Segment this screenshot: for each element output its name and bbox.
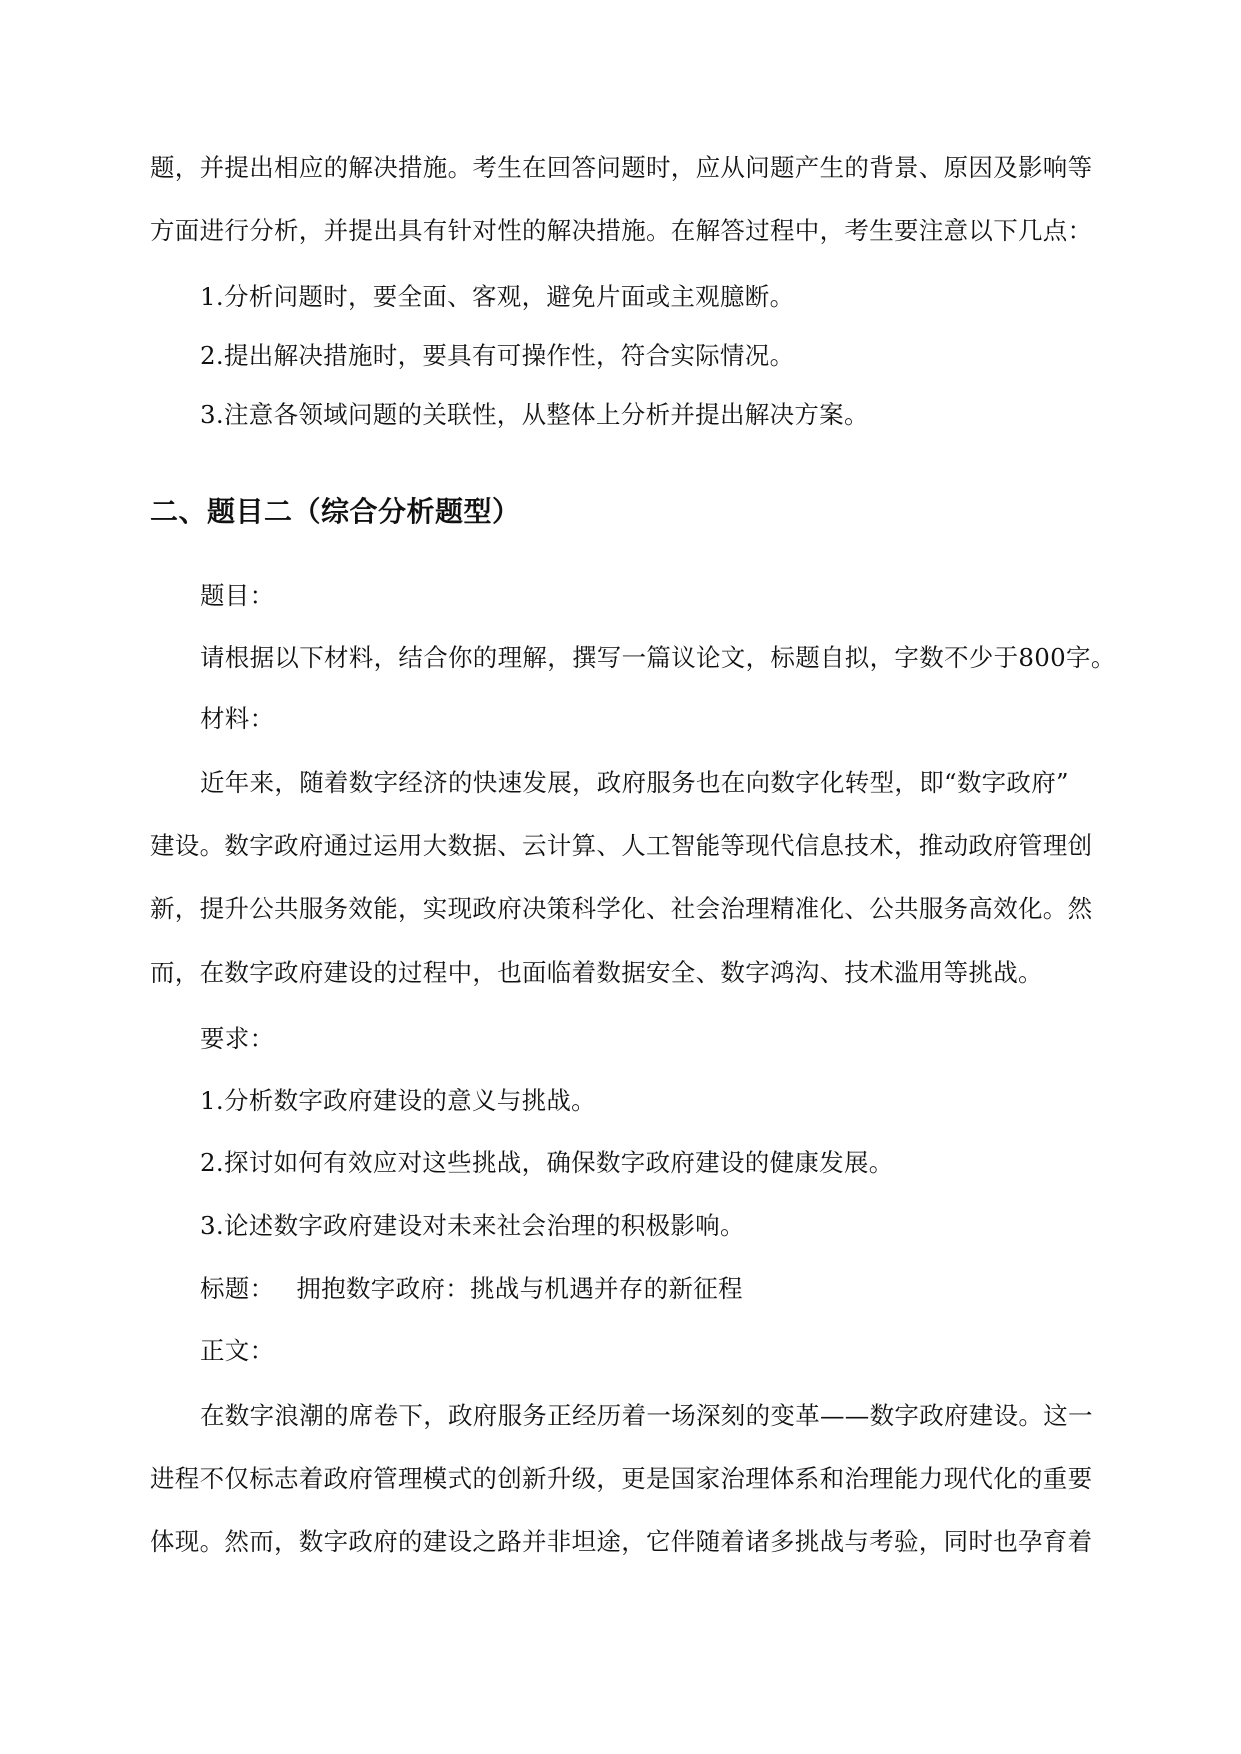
material-line-2: 建设。数字政府通过运用大数据、云计算、人工智能等现代信息技术，推动政府管理创 [150, 831, 1093, 860]
requirement-2: 2.探讨如何有效应对这些挑战，确保数字政府建设的健康发展。 [200, 1148, 894, 1177]
body-line-3: 体现。然而，数字政府的建设之路并非坦途，它伴随着诸多挑战与考验，同时也孕育着 [150, 1527, 1093, 1556]
intro-point-1: 1.分析问题时，要全面、客观，避免片面或主观臆断。 [200, 282, 795, 311]
intro-point-3: 3.注意各领域问题的关联性，从整体上分析并提出解决方案。 [200, 400, 869, 429]
essay-title-row [200, 1271, 1110, 1307]
material-line-3: 新，提升公共服务效能，实现政府决策科学化、社会治理精准化、公共服务高效化。然 [150, 894, 1093, 923]
question-label: 题目： [200, 581, 275, 610]
requirement-1: 1.分析数字政府建设的意义与挑战。 [200, 1086, 596, 1115]
essay-title: 拥抱数字政府：挑战与机遇并存的新征程 [296, 1274, 743, 1303]
title-label: 标题： [200, 1274, 275, 1303]
material-label: 材料： [200, 704, 275, 733]
body-label: 正文： [200, 1336, 275, 1365]
intro-line-1: 题，并提出相应的解决措施。考生在回答问题时，应从问题产生的背景、原因及影响等 [150, 153, 1093, 182]
body-line-1: 在数字浪潮的席卷下，政府服务正经历着一场深刻的变革——数字政府建设。这一 [200, 1401, 1093, 1430]
material-line-1: 近年来，随着数字经济的快速发展，政府服务也在向数字化转型，即“数字政府” [200, 768, 1069, 797]
intro-line-2: 方面进行分析，并提出具有针对性的解决措施。在解答过程中，考生要注意以下几点： [150, 216, 1093, 245]
requirements-label: 要求： [200, 1024, 275, 1053]
intro-point-2: 2.提出解决措施时，要具有可操作性，符合实际情况。 [200, 341, 795, 370]
section-heading: 二、题目二（综合分析题型） [150, 495, 521, 528]
question-text: 请根据以下材料，结合你的理解，撰写一篇议论文，标题自拟，字数不少于800字。 [200, 643, 1116, 672]
requirement-3: 3.论述数字政府建设对未来社会治理的积极影响。 [200, 1211, 745, 1240]
material-line-4: 而，在数字政府建设的过程中，也面临着数据安全、数字鸿沟、技术滥用等挑战。 [150, 958, 1043, 987]
body-line-2: 进程不仅标志着政府管理模式的创新升级，更是国家治理体系和治理能力现代化的重要 [150, 1464, 1093, 1493]
